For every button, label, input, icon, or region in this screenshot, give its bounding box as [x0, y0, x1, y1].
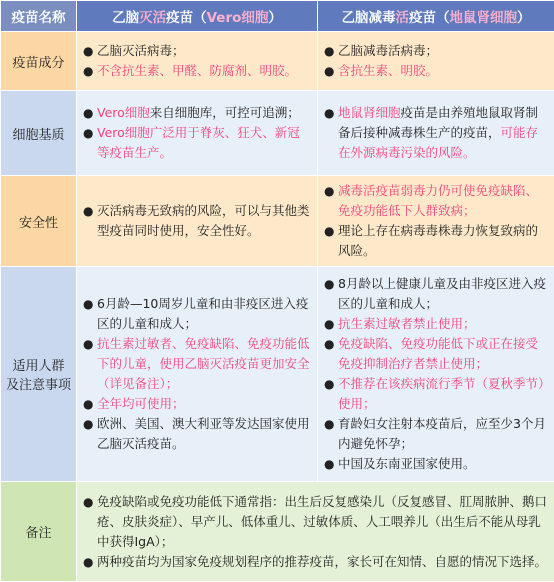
cell-safety-live — [318, 176, 554, 267]
list-item: ● 含抗生素、明胶。 — [324, 61, 548, 81]
list-item: ● 灭活病毒无致病的风险，可以与其他类型疫苗同时使用，安全性好。 — [83, 201, 311, 241]
header-inactivated-vaccine: 乙脑灭活疫苗（Vero细胞） — [77, 1, 318, 32]
cell-matrix-live — [318, 91, 554, 176]
bullet-icon: ● — [83, 394, 97, 414]
row-target-population — [1, 267, 554, 482]
list-item: ● 不推荐在该疾病流行季节（夏秋季节）使用； — [324, 374, 548, 414]
header-live-attenuated-vaccine: 乙脑减毒活疫苗（地鼠肾细胞） — [318, 1, 554, 32]
list-item: ● 8月龄以上健康儿童及由非疫区进入疫区的儿童和成人； — [324, 274, 548, 314]
bullet-icon: ● — [324, 334, 338, 354]
list-item: ● Vero细胞来自细胞库，可控可追溯； — [83, 103, 311, 123]
bullet-icon: ● — [83, 41, 97, 61]
bullet-icon: ● — [324, 374, 338, 394]
list-item: ● 乙脑减毒活病毒； — [324, 41, 548, 61]
bullet-icon: ● — [324, 41, 338, 61]
list-item: ● 6月龄—10周岁儿童和由非疫区进入疫区的儿童和成人； — [83, 294, 311, 334]
row-safety — [1, 176, 554, 267]
row-label-notes: 备注 — [1, 482, 77, 582]
bullet-icon: ● — [83, 103, 97, 123]
bullet-icon: ● — [324, 61, 338, 81]
list-item: ● Vero细胞广泛用于脊灰、狂犬、新冠等疫苗生产。 — [83, 123, 311, 163]
row-composition — [1, 32, 554, 91]
row-label-composition: 疫苗成分 — [1, 32, 77, 91]
bullet-icon: ● — [83, 123, 97, 143]
list-item: ● 欧洲、美国、澳大利亚等发达国家使用乙脑灭活疫苗。 — [83, 414, 311, 454]
list-item: ● 育龄妇女注射本疫苗后，应至少3个月内避免怀孕； — [324, 414, 548, 454]
list-item: ● 不含抗生素、甲醛、防腐剂、明胶。 — [83, 61, 311, 81]
list-item: ● 地鼠肾细胞疫苗是由养殖地鼠取肾制备后接种减毒株生产的疫苗，可能存在外源病毒污染的风险。 — [324, 103, 548, 163]
cell-safety-inactivated — [77, 176, 318, 267]
cell-target-inactivated — [77, 267, 318, 482]
list-item: ● 抗生素过敏者禁止使用； — [324, 314, 548, 334]
row-cell-matrix — [1, 91, 554, 176]
list-item: ● 抗生素过敏者、免疫缺陷、免疫功能低下的儿童，使用乙脑灭活疫苗更加安全（详见备注）； — [83, 334, 311, 394]
list-item: ● 中国及东南亚国家使用。 — [324, 454, 548, 474]
list-item: ● 全年均可使用； — [83, 394, 311, 414]
cell-notes — [77, 482, 554, 582]
list-item: ● 理论上存在病毒毒株毒力恢复致病的风险。 — [324, 221, 548, 261]
row-label-safety: 安全性 — [1, 176, 77, 267]
cell-composition-live — [318, 32, 554, 91]
bullet-icon: ● — [83, 492, 97, 512]
bullet-icon: ● — [324, 274, 338, 294]
bullet-icon: ● — [83, 201, 97, 221]
table-header-row — [1, 1, 554, 32]
bullet-icon: ● — [324, 181, 338, 201]
bullet-icon: ● — [324, 454, 338, 474]
bullet-icon: ● — [83, 294, 97, 314]
row-label-cell-matrix: 细胞基质 — [1, 91, 77, 176]
list-item: ● 减毒活疫苗弱毒力仍可使免疫缺陷、免疫功能低下人群致病； — [324, 181, 548, 221]
bullet-icon: ● — [324, 314, 338, 334]
bullet-icon: ● — [324, 103, 338, 123]
bullet-icon: ● — [83, 414, 97, 434]
bullet-icon: ● — [324, 414, 338, 434]
cell-matrix-inactivated — [77, 91, 318, 176]
row-label-target: 适用人群 及注意事项 — [1, 267, 77, 482]
bullet-icon: ● — [83, 334, 97, 354]
list-item: ● 两种疫苗均为国家免疫规划程序的推荐疫苗，家长可在知情、自愿的情况下选择。 — [83, 552, 548, 572]
bullet-icon: ● — [83, 552, 97, 572]
bullet-icon: ● — [324, 221, 338, 241]
list-item: ● 乙脑灭活病毒； — [83, 41, 311, 61]
list-item: ● 免疫缺陷、免疫功能低下或正在接受免疫抑制治疗者禁止使用； — [324, 334, 548, 374]
row-notes — [1, 482, 554, 582]
list-item: ● 免疫缺陷或免疫功能低下通常指：出生后反复感染儿（反复感冒、肛周脓肿、鹅口疮、皮肤炎症）、早产儿、低体重儿、过敏体质、人工喂养儿（出生后不能从母乳中获得IgA）； — [83, 492, 548, 552]
cell-composition-inactivated — [77, 32, 318, 91]
cell-target-live — [318, 267, 554, 482]
header-label: 疫苗名称 — [1, 1, 77, 32]
bullet-icon: ● — [83, 61, 97, 81]
